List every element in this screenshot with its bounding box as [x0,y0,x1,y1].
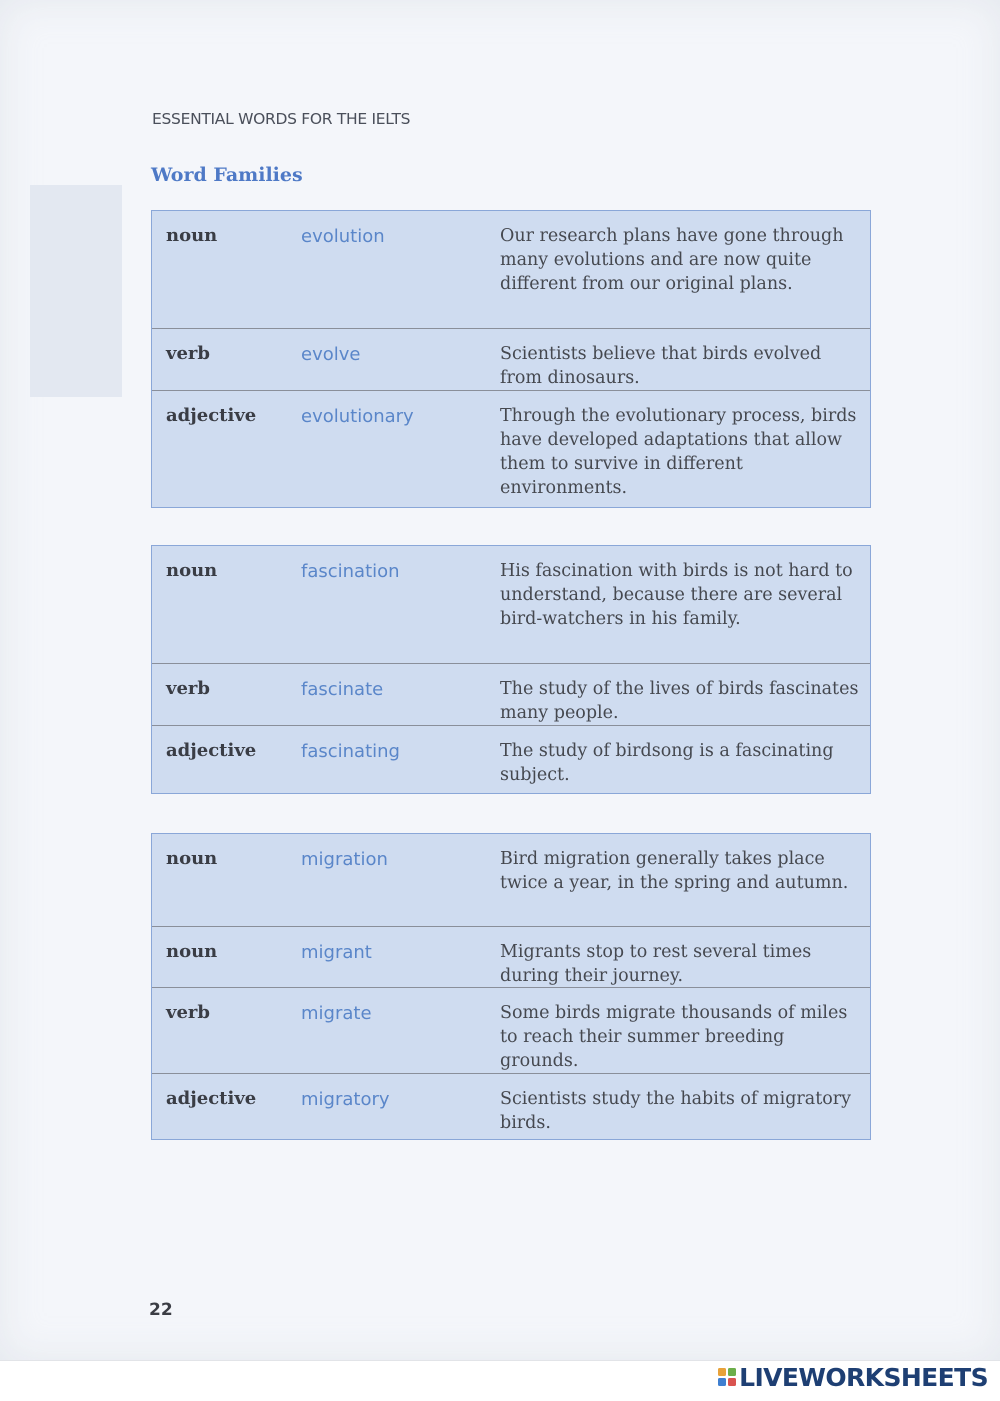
part-of-speech: adjective [166,1088,257,1109]
section-title: Word Families [151,164,303,186]
word-family-row [152,546,870,663]
headword: fascinating [301,741,400,762]
word-family-row [152,926,870,987]
part-of-speech: noun [166,225,218,246]
word-family-row [152,390,870,506]
word-family-table [151,545,871,794]
part-of-speech: adjective [166,405,257,426]
word-family-row [152,663,870,725]
part-of-speech: verb [166,343,210,364]
footer-divider [0,1360,1000,1361]
example-sentence: Our research plans have gone through many evolutions and are now quite different from our original plans. [500,226,844,294]
brand-name: LIVEWORKSHEETS [739,1362,988,1392]
example-sentence: Migrants stop to rest several times during their journey. [500,942,812,986]
example-sentence: Through the evolutionary process, birds have developed adaptations that allow them to survive in different environments. [500,406,857,498]
side-tab-marker [30,185,122,397]
word-family-row [152,725,870,792]
word-family-row [152,1073,870,1137]
logo-square-icon [718,1378,726,1386]
word-family-row [152,211,870,328]
word-family-row [152,834,870,926]
part-of-speech: verb [166,1002,210,1023]
example-sentence: Bird migration generally takes place twice a year, in the spring and autumn. [500,849,849,893]
logo-square-icon [728,1368,736,1376]
headword: evolutionary [301,406,414,427]
headword: fascinate [301,679,384,700]
headword: fascination [301,561,400,582]
headword: evolution [301,226,385,247]
example-sentence: Scientists believe that birds evolved from dinosaurs. [500,344,822,388]
example-sentence: Scientists study the habits of migratory birds. [500,1089,852,1133]
part-of-speech: noun [166,848,218,869]
headword: evolve [301,344,361,365]
word-family-row [152,987,870,1073]
liveworksheets-logo-icon [718,1368,736,1386]
logo-square-icon [728,1378,736,1386]
headword: migrant [301,942,372,963]
liveworksheets-brand-link[interactable] [718,1362,988,1392]
word-family-table [151,833,871,1140]
example-sentence: His fascination with birds is not hard to understand, because there are several bird-watchers in his family. [500,561,853,629]
headword: migratory [301,1089,390,1110]
logo-square-icon [718,1368,726,1376]
page-number: 22 [149,1300,173,1320]
headword: migration [301,849,388,870]
example-sentence: The study of birdsong is a fascinating subject. [500,741,834,785]
word-family-table [151,210,871,508]
headword: migrate [301,1003,372,1024]
running-head: ESSENTIAL WORDS FOR THE IELTS [152,110,411,128]
part-of-speech: adjective [166,740,257,761]
part-of-speech: noun [166,560,218,581]
example-sentence: The study of the lives of birds fascinates many people. [500,679,859,723]
part-of-speech: verb [166,678,210,699]
word-family-row [152,328,870,390]
part-of-speech: noun [166,941,218,962]
example-sentence: Some birds migrate thousands of miles to reach their summer breeding grounds. [500,1003,848,1071]
